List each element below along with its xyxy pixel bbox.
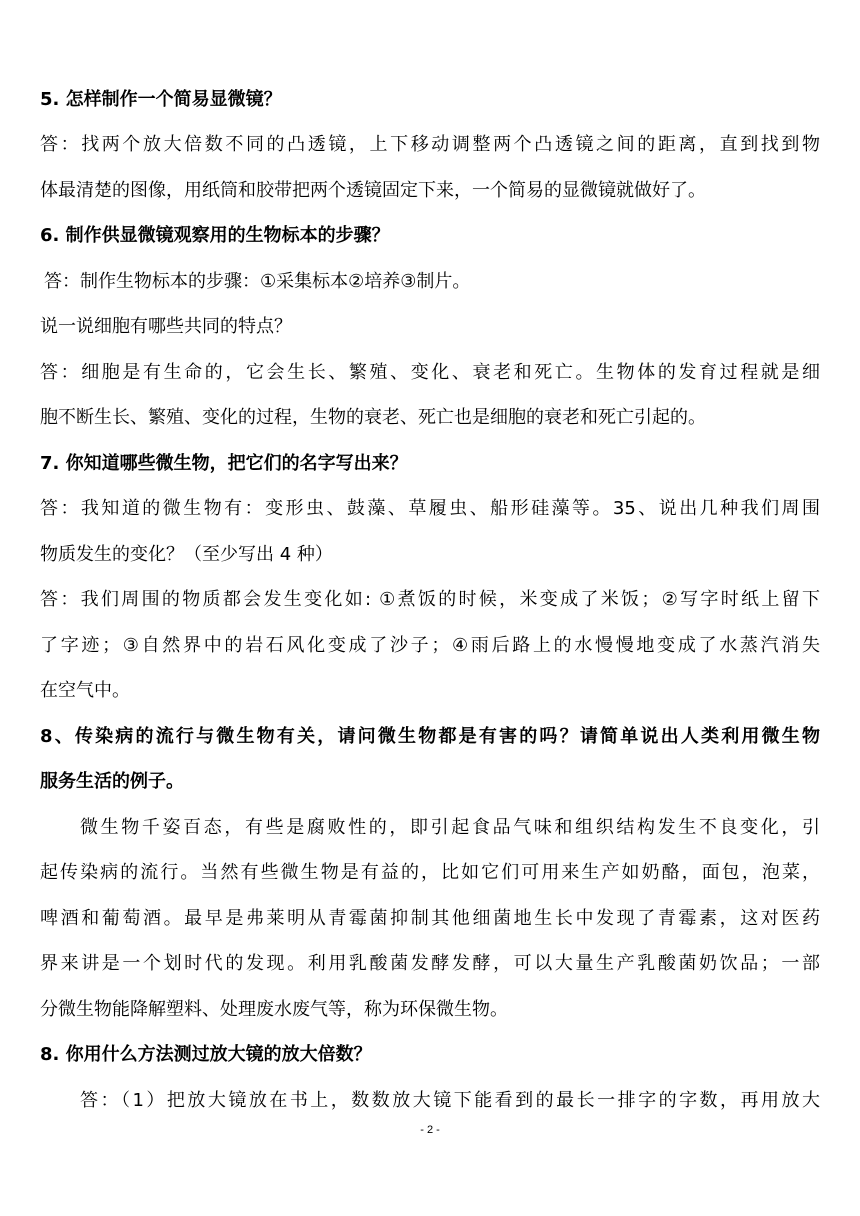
- question-8b-heading: 8. 你用什么方法测过放大镜的放大倍数？: [40, 1044, 372, 1065]
- answer-6: 答：制作生物标本的步骤：①采集标本②培养③制片。: [44, 271, 471, 292]
- changes-answer-line-3: 在空气中。: [40, 680, 130, 701]
- question-8a-heading-line-2: 服务生活的例子。: [40, 771, 184, 792]
- changes-answer-line-1: 答：我们周围的物质都会发生变化如: ①煮饭的时候，米变成了米饭；②写字时纸上留下: [40, 589, 820, 610]
- page-number: - 2 -: [420, 1124, 440, 1136]
- answer-5-line-1: 答：找两个放大倍数不同的凸透镜，上下移动调整两个凸透镜之间的距离，直到找到物: [40, 134, 820, 155]
- cell-answer-line-2: 胞不断生长、繁殖、变化的过程，生物的衰老、死亡也是细胞的衰老和死亡引起的。: [40, 407, 706, 428]
- answer-8b-line-1: 答：（1）把放大镜放在书上，数数放大镜下能看到的最长一排字的字数，再用放大: [80, 1090, 820, 1111]
- question-5-heading: 5. 怎样制作一个简易显微镜？: [40, 89, 282, 110]
- question-8a-heading-line-1: 8、传染病的流行与微生物有关，请问微生物都是有害的吗？请简单说出人类利用微生物: [40, 726, 820, 747]
- cell-question: 说一说细胞有哪些共同的特点？: [40, 316, 292, 337]
- microbe-paragraph-line-2: 起传染病的流行。当然有些微生物是有益的，比如它们可用来生产如奶酪，面包，泡菜，: [40, 862, 820, 883]
- cell-answer-line-1: 答：细胞是有生命的，它会生长、繁殖、变化、衰老和死亡。生物体的发育过程就是细: [40, 362, 820, 383]
- answer-7-line-1: 答：我知道的微生物有：变形虫、鼓藻、草履虫、船形硅藻等。35、说出几种我们周围: [40, 498, 820, 519]
- answer-5-line-2: 体最清楚的图像，用纸筒和胶带把两个透镜固定下来，一个简易的显微镜就做好了。: [40, 180, 706, 201]
- changes-answer-line-2: 了字迹；③自然界中的岩石风化变成了沙子；④雨后路上的水慢慢地变成了水蒸汽消失: [40, 635, 820, 656]
- answer-7-line-2: 物质发生的变化？（至少写出 4 种）: [40, 544, 333, 565]
- question-6-heading: 6. 制作供显微镜观察用的生物标本的步骤？: [40, 225, 390, 246]
- microbe-paragraph-line-3: 啤酒和葡萄酒。最早是弗莱明从青霉菌抑制其他细菌地生长中发现了青霉素，这对医药: [40, 908, 820, 929]
- microbe-paragraph-line-1: 微生物千姿百态，有些是腐败性的，即引起食品气味和组织结构发生不良变化，引: [80, 817, 820, 838]
- microbe-paragraph-line-5: 分微生物能降解塑料、处理废水废气等，称为环保微生物。: [40, 999, 508, 1020]
- microbe-paragraph-line-4: 界来讲是一个划时代的发现。利用乳酸菌发酵发酵，可以大量生产乳酸菌奶饮品；一部: [40, 953, 820, 974]
- question-7-heading: 7. 你知道哪些微生物，把它们的名字写出来？: [40, 453, 408, 474]
